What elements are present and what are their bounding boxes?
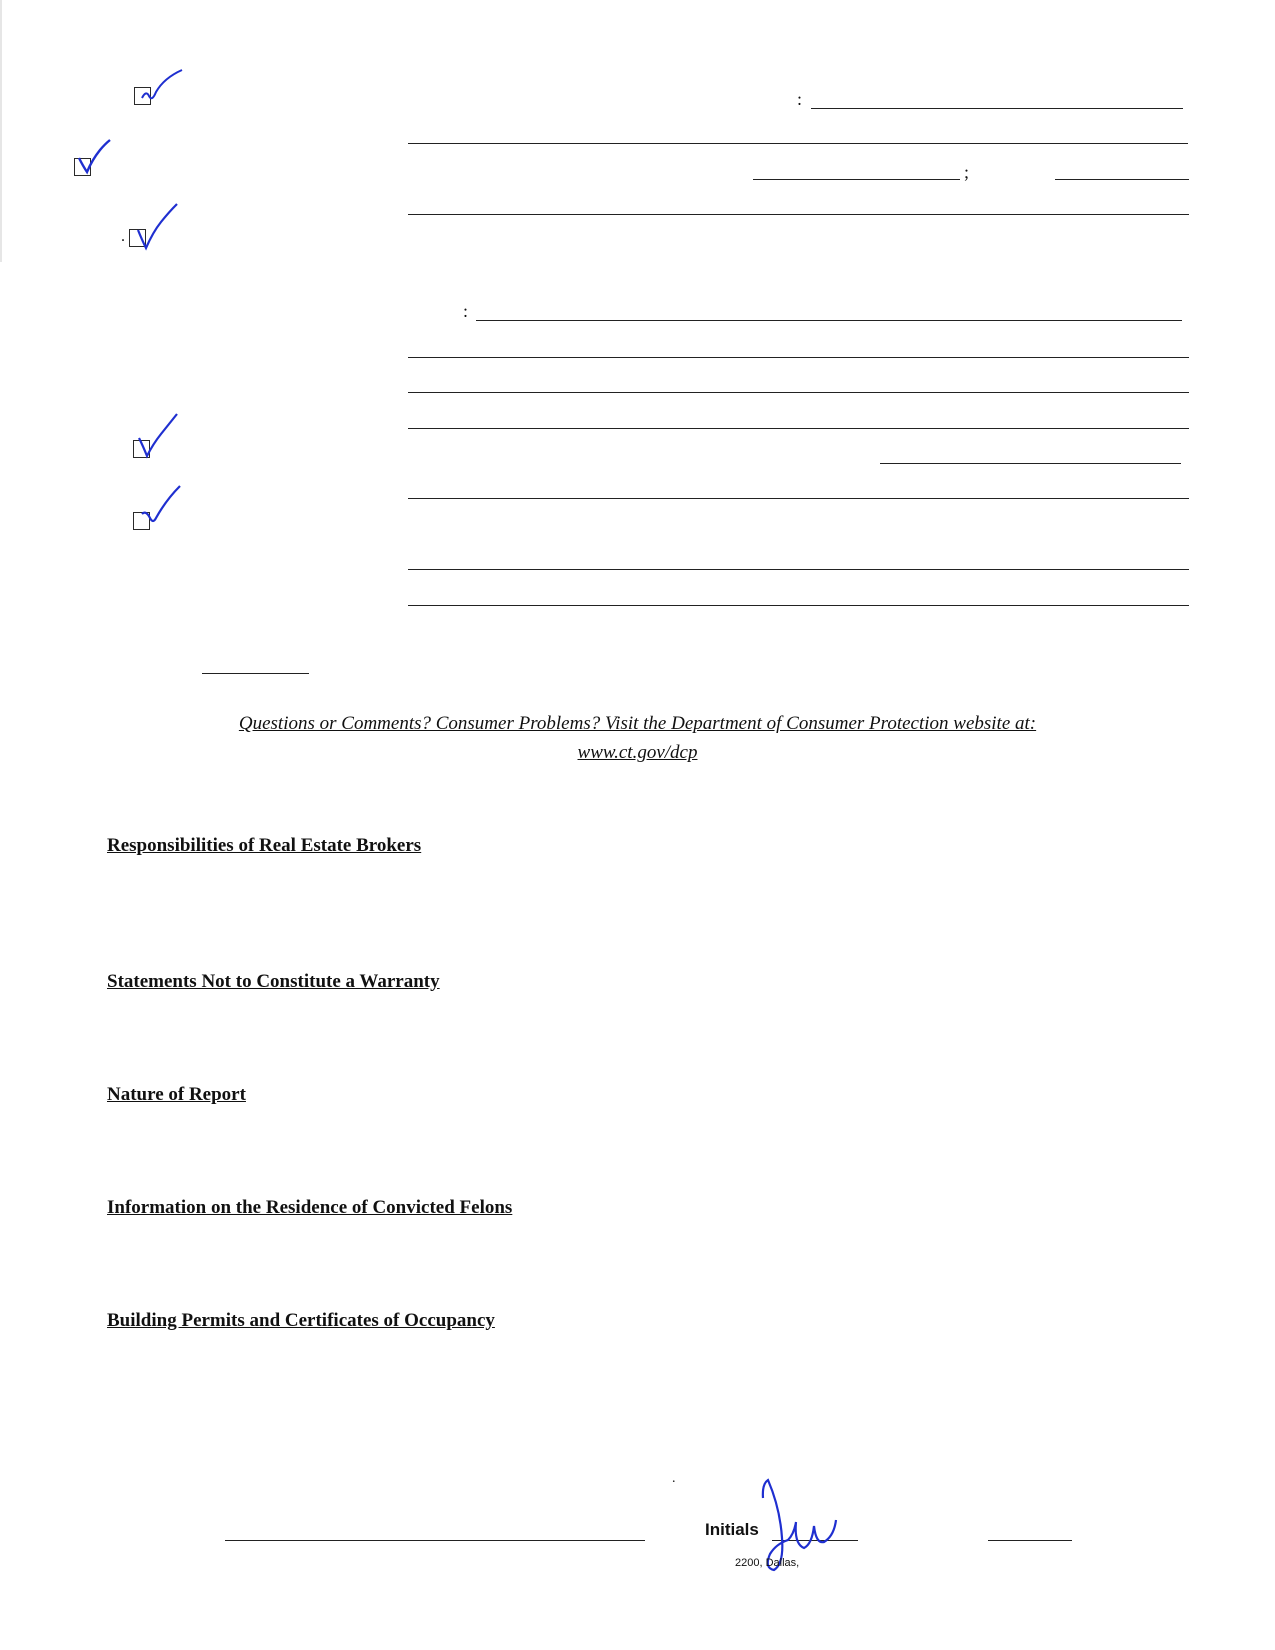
heading-broker-responsibilities: Responsibilities of Real Estate Brokers [107,835,422,856]
stray-mark: . [672,1471,676,1486]
initials-label: Initials [705,1520,759,1539]
checkmark-icon [138,68,188,108]
form-line [753,179,960,180]
colon-mark: : [797,89,803,109]
form-line [408,498,1189,499]
form-line [880,463,1181,464]
form-line [476,320,1182,321]
checkmark-icon [135,202,185,252]
form-line [408,143,1188,144]
form-line [1055,179,1189,180]
checkmark-icon [136,412,186,462]
stray-mark: . [121,228,125,245]
checkmark-icon [138,484,188,534]
form-line [202,673,309,674]
semicolon-mark: ; [964,162,970,182]
consumer-notice-url[interactable]: www.ct.gov/dcp [577,742,698,763]
form-line [408,569,1189,570]
heading-convicted-felons: Information on the Residence of Convicted Felons [107,1197,513,1218]
consumer-notice-line1: Questions or Comments? Consumer Problems? Visit the Department of Consumer Protection website at: [238,713,1037,734]
form-line [408,392,1189,393]
form-line [408,214,1189,215]
signature-line [225,1540,645,1541]
colon-mark: : [463,301,469,321]
checkmark-icon [76,138,116,178]
footer-code: 2200, Dallas, [735,1557,800,1569]
form-line [811,108,1183,109]
form-line [408,357,1189,358]
form-line [408,428,1189,429]
heading-nature-of-report: Nature of Report [107,1084,246,1105]
heading-no-warranty: Statements Not to Constitute a Warranty [107,971,440,992]
form-line [408,605,1189,606]
scan-edge-shadow [0,0,2,262]
form-line [988,1540,1072,1541]
heading-building-permits: Building Permits and Certificates of Occupancy [107,1310,495,1331]
